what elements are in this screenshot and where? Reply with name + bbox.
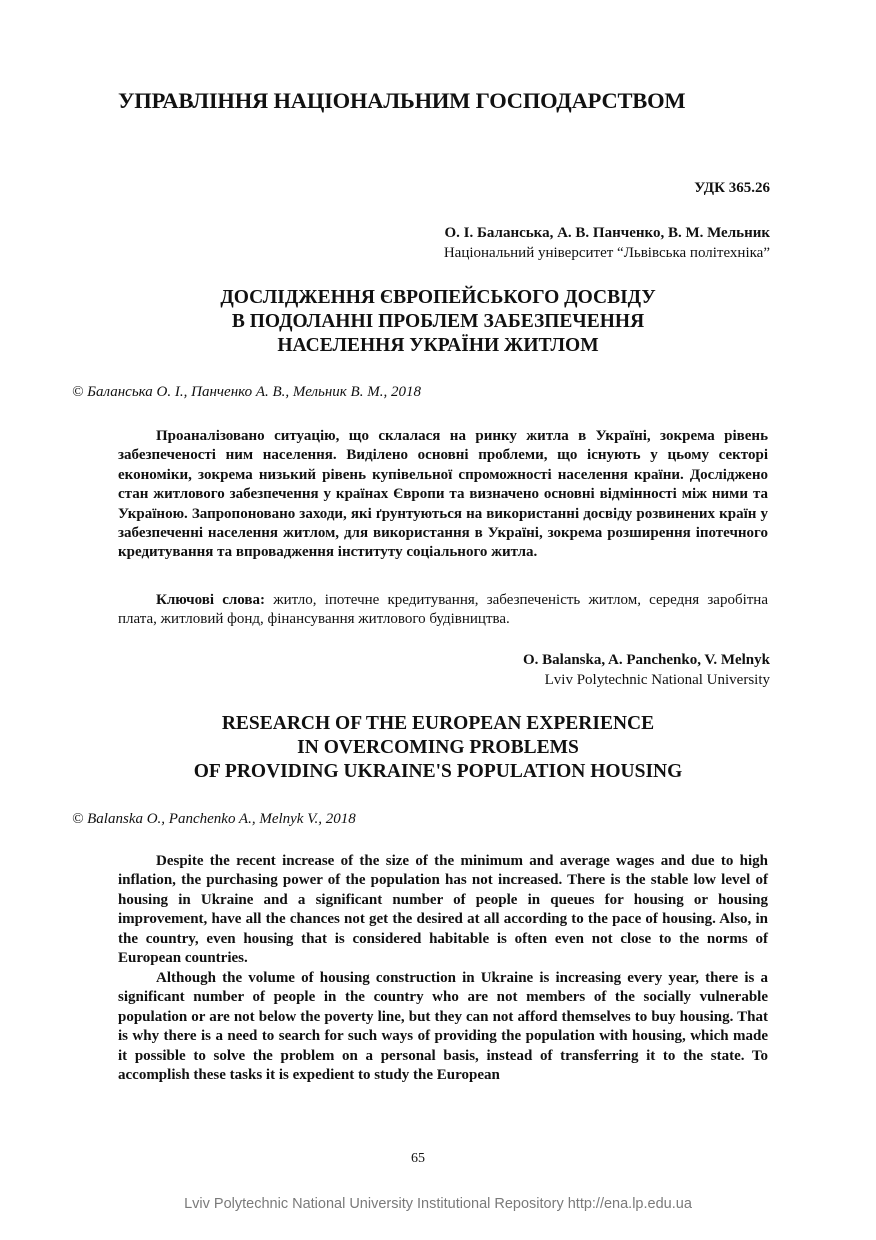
affiliation-ukrainian: Національний університет “Львівська політехніка” — [443, 245, 770, 261]
keywords-text: житло, іпотечне кредитування, забезпеченість житлом, середня заробітна плата, житловий фонд, фінансування житлового будівництва. — [118, 592, 768, 628]
title-line: В ПОДОЛАННІ ПРОБЛЕМ ЗАБЕЗПЕЧЕННЯ — [231, 311, 645, 332]
page-number: 65 — [411, 1151, 425, 1166]
authors-english: O. Balanska, A. Panchenko, V. Melnyk — [522, 652, 770, 668]
title-line: OF PROVIDING UKRAINE'S POPULATION HOUSING — [193, 761, 683, 782]
article-title-english — [0, 712, 876, 784]
abstract-text: Проаналізовано ситуацію, що склалася на ринку житла в Україні, зокрема рівень забезпеченості ним населення. Виділено основні проблеми, що існують у цьому секторі економіки, зокрема низький рівень купівельної спроможності населення країни. Досліджено стан житлового забезпечення у країнах Європи та визначено основні відмінності між ними та Україною. Запропоновано заходи, які ґрунтуються на використанні досвіду розвинених країн у забезпеченні населення житлом, для використання в Україні, зокрема розширення іпотечного кредитування та впровадження інституту соціального житла. — [118, 428, 768, 561]
title-line: IN OVERCOMING PROBLEMS — [297, 737, 579, 758]
title-line: НАСЕЛЕННЯ УКРАЇНИ ЖИТЛОМ — [277, 335, 599, 356]
paragraph-text: Despite the recent increase of the size of the minimum and average wages and due to high inflation, the purchasing power of the population has not increased. There is the stable low level of housing in Ukraine and a significant number of people in queues for housing or housing improvement, have all the chances not get the desired at all according to the pace of housing. Also, in the country, even housing that is considered habitable is often even not close to the norms of European countries. — [118, 853, 768, 967]
paragraph-text: Although the volume of housing construction in Ukraine is increasing every year, there is a significant number of people in the country who are not members of the socially vulnerable population or are not below the poverty line, but they can not afford themselves to buy housing. That is why there is a need to search for such ways of providing the population with housing, which made it possible to solve the problem on a personal basis, instead of transferring it to the state. To accomplish these tasks it is expedient to study the European — [118, 970, 768, 1084]
abstract-paragraph-english — [118, 852, 768, 968]
authors-ukrainian: О. І. Баланська, А. В. Панченко, В. М. Мельник — [444, 225, 770, 241]
keywords-label: Ключові слова: — [156, 592, 266, 608]
copyright-english: © Balanska O., Panchenko A., Melnyk V., 2018 — [72, 811, 356, 827]
copyright-ukrainian: © Баланська О. І., Панченко А. В., Мельник В. М., 2018 — [72, 384, 421, 400]
title-line: ДОСЛІДЖЕННЯ ЄВРОПЕЙСЬКОГО ДОСВІДУ — [220, 287, 656, 308]
abstract-paragraph-english — [118, 969, 768, 1085]
repository-footer: Lviv Polytechnic National University Institutional Repository http://ena.lp.edu.ua — [184, 1196, 692, 1212]
article-title-ukrainian — [0, 286, 876, 358]
section-header: УПРАВЛІННЯ НАЦІОНАЛЬНИМ ГОСПОДАРСТВОМ — [118, 88, 686, 113]
affiliation-english: Lviv Polytechnic National University — [544, 672, 770, 688]
udc-code: УДК 365.26 — [694, 180, 770, 196]
title-line: RESEARCH OF THE EUROPEAN EXPERIENCE — [221, 713, 655, 734]
abstract-ukrainian — [118, 427, 768, 563]
keywords-ukrainian — [118, 591, 768, 630]
